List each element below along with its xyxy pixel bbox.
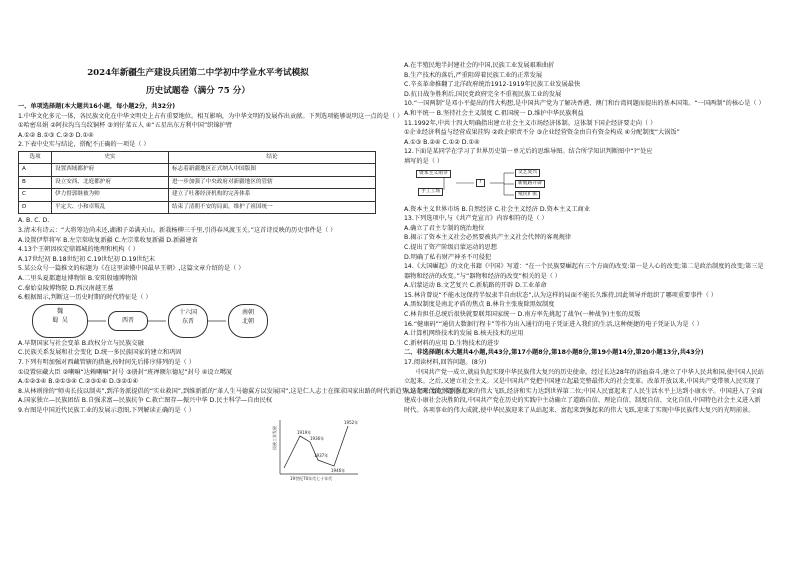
chart-axis-label: 民族工业发展: [272, 425, 277, 450]
question-2: 2.下表中史实与结论，搭配不正确的一项是（ ）: [18, 141, 150, 149]
question-7: 7.下列有明加强对西藏管辖的措施,按时间先后排序排列的是（ ） ①设置驻藏大臣 ②喇嘛“达赖喇嘛”封号 ③册封“班禅额尔德尼”封号 ④设立噶厦 A.①②③④ B.②①③④ C.②③①④ D.③②①④: [18, 359, 233, 386]
chart-label-1937: 1937年: [314, 452, 329, 458]
question-4: 4.13个王朝因疾定鼎都城的地理和机构（ ） A.17世纪初 B.18世纪初 C.19世纪初 D.19世纪末: [18, 246, 155, 263]
question-6-options: A.早期国家与社会变革 B.政权分立与民族交融 C.民族关系发展和社会变化 D.统一多民族国家的建立和巩固: [18, 339, 182, 357]
section-2-heading: 二、非选择题(本大题共4小题,共43分,第17小题8分,第18小题8分,第19小题14分,第20小题13分,共43分): [404, 349, 704, 357]
right-column: [404, 61, 764, 416]
mind-map-box-sprout: 资本主义萌芽: [416, 170, 451, 179]
question-12-options: A.资本主义世界市场 B.自然经济 C.社会主义经济 D.资本主义工商业: [404, 205, 590, 213]
table-header: 选项: [19, 151, 52, 164]
chart-label-1919: 1919年: [297, 429, 312, 435]
table-row: B 设立安西、北庭都护府 进一步加强了中央政府对新疆地区的管辖: [19, 176, 376, 189]
question-15: 15.林肯曾说“不能永远保持半奴隶半自由状态”,认为这样的局面不能长久维持,因此领导并组织了哪项重要事件（ ） A.黑奴制度是南北矛盾的焦点 B.林肯主张废除黑奴制度 C.林肯担任总统后很快就要联邦国家统一 D.南方率先挑起了战争(一种战争)主张的反叛: [404, 291, 717, 319]
question-16: 16.“健康码”“通信大数据行程卡”等作为出入通行的电子凭证进入我们的生活,这种便捷的电子凭证认为是（ ） A.计算机网络技术的发展 B.核天技术的应用 C.新材料的应用 D.生物技术的进步: [404, 320, 703, 347]
question-10: 10.“一国两制”是邓小平提出的伟大构想,是中国共产党为了解决香港、澳门和台湾问题而提出的基本国策。“一国两制”的核心是（ ） A.和平统一 B.坚持社会主义制度 C.祖国统一 D.维护中华民族利益: [404, 100, 765, 117]
question-17: 17.阅读材料,回答问题。(8分): [404, 359, 487, 367]
question-2-table: [18, 151, 376, 215]
question-9-options: A.在半殖民地半封建社会的中国,民族工业发展艰难曲折 B.生产技术的落后,严重阻碍着民族工业的正常发展 C.辛亥革命推翻了北洋政府统治1912-1919年民族工业发展最快 D.抗日战争胜利后,国民党政府完全不重视民族工业的发展: [404, 62, 581, 98]
question-11: 11.1992年,中共十四大明确指出建立社会主义市场经济体制。这体制下国企经济要走向（ ） ①企业经济利益与经营成果挂钩 ②政企职责不分 ③企业经营资金由自有资金构成 ④分配制度“大锅饭” A.①③ B.②④ C.①② D.①④: [404, 119, 680, 146]
question-2-options: A. B. C. D.: [18, 217, 50, 225]
timeline-node-sixteen-kingdoms: 十六国 东晋: [168, 304, 208, 338]
industry-chart: [18, 416, 378, 484]
mind-map-box-workshop: 手工工场: [418, 188, 443, 197]
mind-map-box-renaissance: 文艺复兴: [515, 169, 540, 178]
exam-subtitle: 历史试题卷（满分 75 分）: [146, 86, 250, 96]
mind-map-box-colonial: 殖民扩张: [515, 191, 540, 200]
question-12: 12.下面是某同学在学习了世界历史第一单元后的思维导图。结合所学知识判断图中“?”处应 填写的是（ ）: [404, 148, 653, 165]
exam-title: 2024年新疆生产建设兵团第二中学初中学业水平考试模拟: [87, 68, 309, 78]
question-5: 5.某公众号一篇推文的标题为《在这里读懂中国最早王朝》,这篇文章介绍的是（ ） A.二里头夏都遗址博物馆 B.安阳殷墟博物馆 C.秦始皇陵博物院 D.西汉南越王墓: [18, 265, 245, 292]
table-row: D 平定大、小和卓叛乱 结束了清朝不安的局面，维护了祖国统一: [19, 201, 376, 214]
table-row: C 伊力督郭继被为帅 建立了吐蕃经济机构的完善体系: [19, 189, 376, 202]
question-3: 3.清末有诗云：“大将筹边尚未还,湖湘子弟满天山。新栽杨柳三千里,引得春风渡玉关。”这首诗反映的历史事件是（ ） A.设置伊犁将军 B.左宗棠收复新疆 C.左宗棠收复新疆 D.新疆建省: [18, 227, 337, 244]
table-header: 史实: [52, 151, 169, 164]
question-6: 6.根据图示,判断这一历史时期的时代特征是（ ）: [18, 294, 152, 302]
table-row: A 设置西域都护府 标志着新疆地区正式纳入中国版图: [19, 164, 376, 177]
chart-x-label: 19世纪70年代七十年代: [290, 475, 333, 481]
question-17-material: 中国共产党一成立,就肩负起实现中华民族伟大复兴的历史使命。经过长达28年的浴血奋斗,建立了中华人民共和国,使中国人民站立起来。之后,又建立社会主义。又是中国共产党把中国建立起最完整最伟大的社会变革。改革开放以来,中国共产党带领人民实现了从站起来,富起来到强起来的伟大飞跃,经济和实力达到世界第二位;中国人民富起来了人民生活水平上达到小康水平。中国进入了全面建成小康社会决胜阶段,中国共产党在历史的实践中主动确立了道路自信、理论自信、制度自信、文化自信,中国特色社会主义进入新时代。各项事业的伟大成就,使中华民族迎来了从站起来、富起来到强起来的伟大飞跃,迎来了实现中华民族伟大复兴的光明前景。: [404, 368, 764, 414]
chart-label-1936: 1936年: [310, 435, 325, 441]
section-1-heading: 一、单项选择题(本大题共16小题，每小题2分，共32分): [18, 103, 176, 110]
question-1: 1.中华文化多元一体，各民族文化在中华文明史上占有重要地位。相互影响，为中华文明的发展作出贡献。下列选项能够说明这一点的是（ ） ①哈密帛娟 ②阿拉沟乌乌纹铜杯 ③刘仔菜五人 ④“五星出东方利中国”织锦护臂 A.①② B.①③ C.②③ D.①④: [18, 112, 404, 139]
mind-map: [404, 168, 764, 204]
timeline-node-western-jin: 西晋: [108, 311, 148, 331]
chart-label-1946: 1946年: [331, 467, 346, 473]
industry-chart-svg: [18, 416, 378, 484]
question-13: 13.下列选项中,与《共产党宣言》内容相符的是（ ） A.确立了君主专制的统治地位 B.揭示了资本主义社会必然要被共产主义社会代替的客观规律 C.提出了资产阶级启蒙运动的思想 D.明确了私有财产神圣不可侵犯: [404, 215, 572, 261]
dynasty-timeline: [18, 304, 378, 338]
chart-label-1952: 1952年: [344, 419, 359, 425]
question-8: 8.从林则徐的“师夷长技以制夷”,到洋务派提倡的“实业救国”,到维新派的“革人生马德翼方以发展国”,这是仁人志士在探求国家出路的时代新趋势,这个时代的主题是（ ） A.国家独立—民族团结 B.自强求富—民族抗争 C.救亡图存—振兴中华 D.民主科学—自由民权: [18, 387, 474, 405]
timeline-node-three-kingdoms: 魏 蜀 吴: [32, 304, 88, 338]
mind-map-box-question: ?: [476, 179, 485, 188]
mind-map-box-new-route: 新航路开辟: [515, 180, 545, 189]
table-header: 结论: [169, 151, 376, 164]
timeline-node-southern-northern: 南朝 北朝: [228, 304, 268, 338]
question-14: 14.《大国崛起》的文化书籍《中国》写道：“在一个民族要崛起有三个方面的改变:第一是人心的改变;第二是政治制度的改变;第三是器物和经济的改变。”与“器物和经济的改变”相关的是（ ） A.启蒙运动 B.文艺复兴 C.新航路的开辟 D.工业革命: [404, 263, 764, 290]
question-9: 9.右图是中国近代民族工业的发展示意图,下列解读正确的是（ ）: [18, 406, 195, 414]
